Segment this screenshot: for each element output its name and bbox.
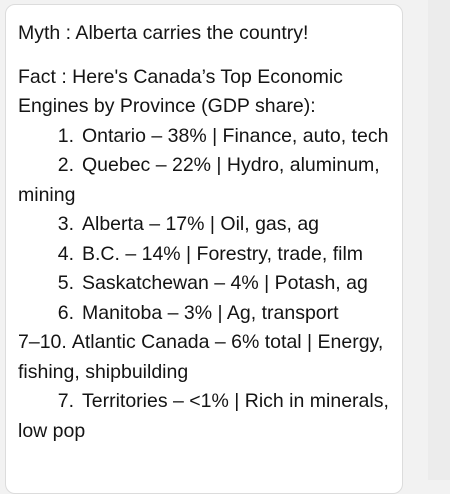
list-item bbox=[18, 240, 392, 270]
list-item bbox=[18, 122, 392, 152]
list-item-text: Manitoba – 3% | Ag, transport bbox=[82, 301, 339, 324]
list-item-number: 3. bbox=[57, 213, 74, 235]
list-item bbox=[18, 328, 392, 387]
myth-text: Myth : Alberta carries the country! bbox=[18, 22, 309, 44]
list-item-number: 4. bbox=[57, 242, 74, 265]
list-item bbox=[18, 151, 392, 210]
list-item-text: Territories – <1% | Rich in minerals, low pop bbox=[18, 390, 389, 442]
list-item-text: Saskatchewan – 4% | Potash, ag bbox=[82, 272, 368, 294]
list-item bbox=[18, 210, 392, 240]
province-list bbox=[18, 122, 392, 447]
note-card bbox=[5, 4, 403, 494]
list-item-number: 6. bbox=[57, 301, 74, 324]
list-item-text: Ontario – 38% | Finance, auto, tech bbox=[82, 124, 389, 147]
list-item-number: 1. bbox=[57, 124, 74, 147]
list-item-number: 2. bbox=[57, 154, 74, 176]
list-item-text: Atlantic Canada – 6% total | Energy, fishing, shipbuilding bbox=[18, 331, 384, 383]
list-item bbox=[18, 387, 392, 446]
list-item-number: 7–10. bbox=[18, 331, 67, 353]
fact-text: Fact : Here's Canada’s Top Economic Engines by Province (GDP share): bbox=[18, 65, 343, 117]
list-item-text: Alberta – 17% | Oil, gas, ag bbox=[82, 213, 320, 235]
list-item bbox=[18, 269, 392, 299]
list-item-text: Quebec – 22% | Hydro, aluminum, mining bbox=[18, 154, 380, 206]
background-strip bbox=[428, 0, 450, 480]
list-item-text: B.C. – 14% | Forestry, trade, film bbox=[82, 242, 364, 265]
list-item-number: 5. bbox=[57, 272, 74, 294]
list-item bbox=[18, 299, 392, 329]
list-item-number: 7. bbox=[57, 390, 74, 412]
